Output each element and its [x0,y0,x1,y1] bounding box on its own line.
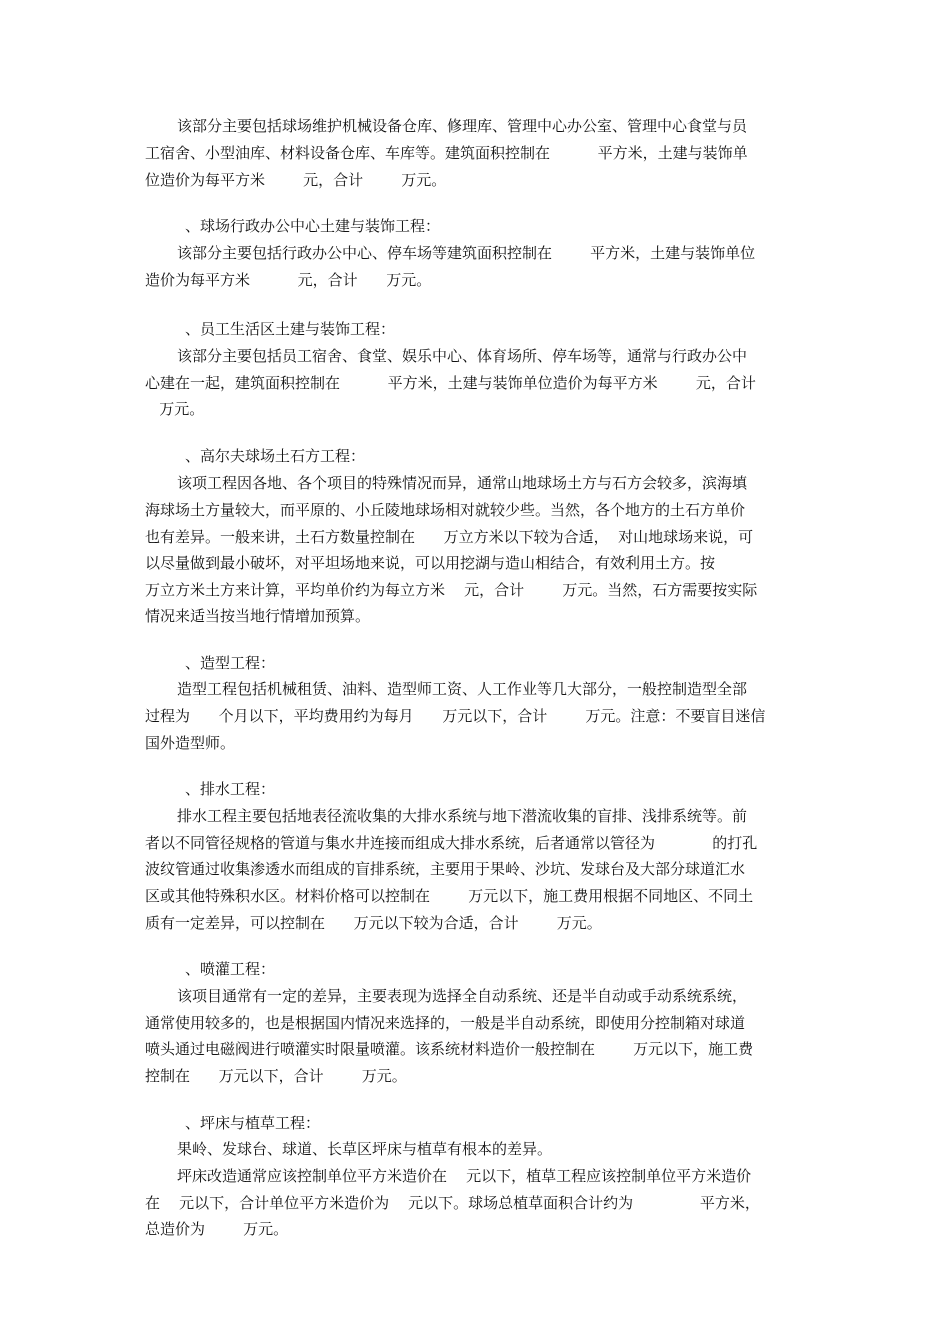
earthwork-line-5: 万立方米土方来计算，平均单价约为每立方米 元，合计 万元。当然，石方需要按实际 [145,581,758,599]
staff-heading: 、员工生活区土建与装饰工程： [185,320,396,338]
shaping-line-2: 过程为 个月以下，平均费用约为每月 万元以下，合计 万元。注意：不要盲目迷信 [145,707,766,725]
earthwork-line-4: 以尽量做到最小破坏，对平坦场地来说，可以用挖湖与造山相结合，有效利用土方。按 [145,554,716,572]
drainage-line-1: 排水工程主要包括地表径流收集的大排水系统与地下潜流收集的盲排、浅排系统等。前 [177,807,748,825]
admin-heading: 、球场行政办公中心土建与装饰工程： [185,217,441,235]
drainage-line-2: 者以不同管径规格的管道与集水井连接而组成大排水系统，后者通常以管径为 的打孔 [145,834,758,852]
earthwork-line-3: 也有差异。一般来讲，土石方数量控制在 万立方米以下较为合适， 对山地球场来说，可 [145,528,754,546]
staff-line-2: 心建在一起，建筑面积控制在 平方米，土建与装饰单位造价为每平方米 元，合计 [145,374,756,392]
shaping-line-3: 国外造型师。 [145,734,236,752]
shaping-line-1: 造型工程包括机械租赁、油料、造型师工资、人工作业等几大部分，一般控制造型全部 [177,680,748,698]
admin-line-2: 造价为每平方米 元，合计 万元。 [145,271,432,289]
drainage-line-3: 波纹管通过收集渗透水而组成的盲排系统，主要用于果岭、沙坑、发球台及大部分球道汇水 [145,860,746,878]
earthwork-heading: 、高尔夫球场土石方工程： [185,447,366,465]
turf-line-4: 总造价为 万元。 [145,1220,289,1238]
turf-line-2: 坪床改造通常应该控制单位平方米造价在 元以下，植草工程应该控制单位平方米造价 [177,1167,752,1185]
intro-line-1: 该部分主要包括球场维护机械设备仓库、修理库、管理中心办公室、管理中心食堂与员 [177,117,748,135]
drainage-line-4: 区或其他特殊积水区。材料价格可以控制在 万元以下，施工费用根据不同地区、不同土 [145,887,754,905]
irrigation-heading: 、喷灌工程： [185,960,276,978]
intro-line-2: 工宿舍、小型油库、材料设备仓库、车库等。建筑面积控制在 平方米，土建与装饰单 [145,144,748,162]
irrigation-line-1: 该项目通常有一定的差异，主要表现为选择全自动系统、还是半自动或手动系统系统， [177,987,748,1005]
turf-heading: 、坪床与植草工程： [185,1114,321,1132]
irrigation-line-2: 通常使用较多的，也是根据国内情况来选择的，一般是半自动系统，即使用分控制箱对球道 [145,1014,746,1032]
admin-line-1: 该部分主要包括行政办公中心、停车场等建筑面积控制在 平方米，土建与装饰单位 [177,244,756,262]
shaping-heading: 、造型工程： [185,654,276,672]
earthwork-line-1: 该项工程因各地、各个项目的特殊情况而异，通常山地球场土方与石方会较多，滨海填 [177,474,748,492]
intro-line-3: 位造价为每平方米 元，合计 万元。 [145,171,447,189]
staff-line-1: 该部分主要包括员工宿舍、食堂、娱乐中心、体育场所、停车场等，通常与行政办公中 [177,347,748,365]
turf-line-3: 在 元以下，合计单位平方米造价为 元以下。球场总植草面积合计约为 平方米， [145,1194,760,1212]
turf-line-1: 果岭、发球台、球道、长草区坪床与植草有根本的差异。 [177,1140,553,1158]
irrigation-line-4: 控制在 万元以下，合计 万元。 [145,1067,407,1085]
irrigation-line-3: 喷头通过电磁阀进行喷灌实时限量喷灌。该系统材料造价一般控制在 万元以下，施工费 [145,1040,754,1058]
drainage-line-5: 质有一定差异，可以控制在 万元以下较为合适，合计 万元。 [145,914,602,932]
earthwork-line-2: 海球场土方量较大，而平原的、小丘陵地球场相对就较少些。当然，各个地方的土石方单价 [145,501,746,519]
staff-line-3: 万元。 [145,400,205,418]
earthwork-line-6: 情况来适当按当地行情增加预算。 [145,607,371,625]
drainage-heading: 、排水工程： [185,780,276,798]
